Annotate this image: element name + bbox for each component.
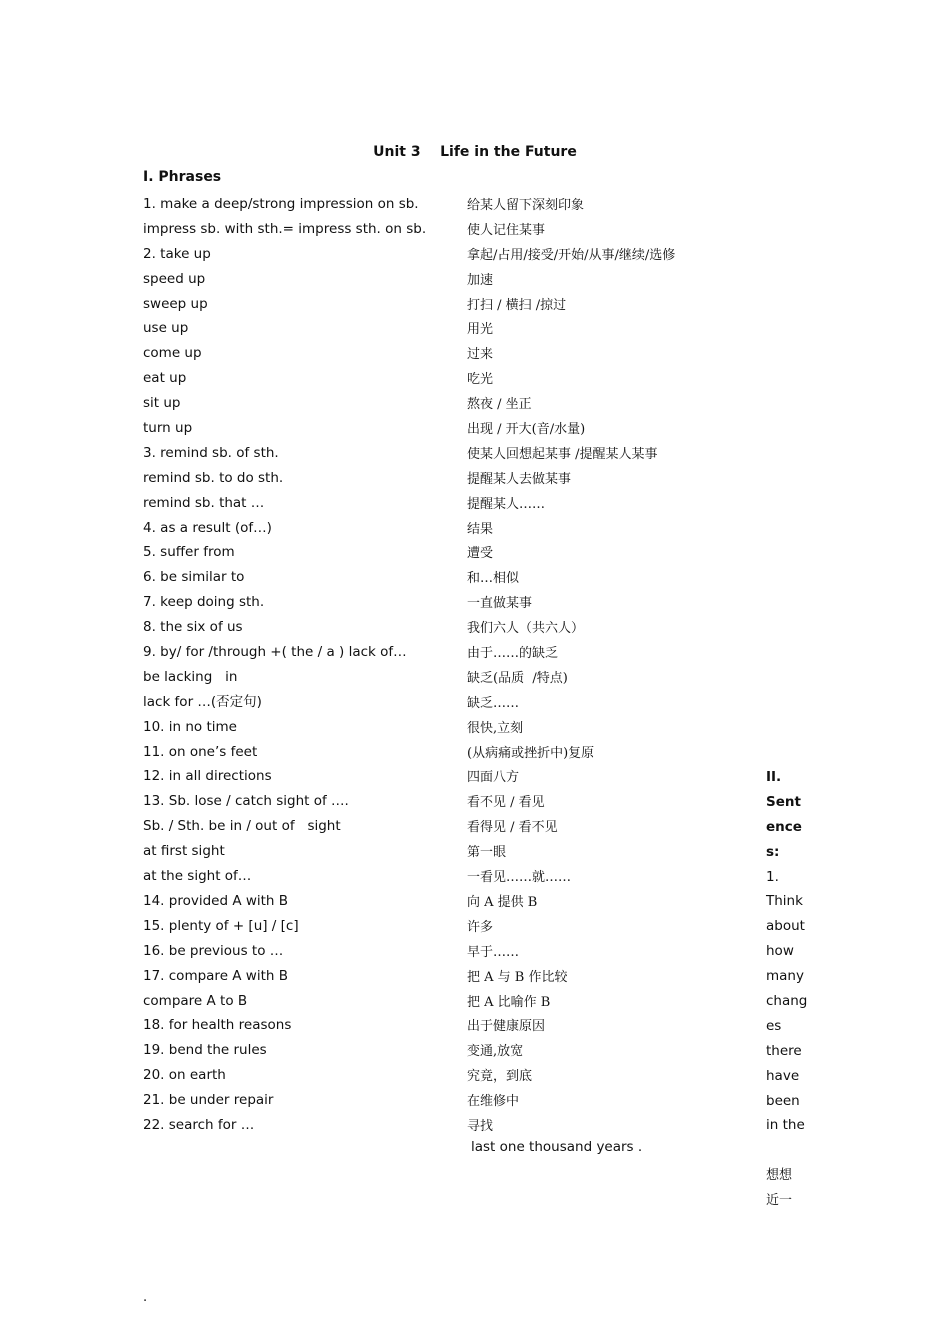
phrase-chinese: 早于…… bbox=[467, 944, 520, 960]
phrase-english: 4. as a result (of…) bbox=[143, 519, 272, 536]
phrase-english: 21. be under repair bbox=[143, 1092, 274, 1109]
phrase-row bbox=[0, 367, 950, 392]
sentence-text-line: been bbox=[766, 1092, 800, 1109]
phrase-chinese: 熬夜 / 坐正 bbox=[467, 397, 532, 413]
phrase-chinese: 给某人留下深刻印象 bbox=[467, 198, 585, 213]
phrase-english: lack for …(否定句) bbox=[143, 693, 262, 710]
phrase-english: speed up bbox=[143, 270, 206, 287]
phrase-row bbox=[0, 243, 950, 268]
phrase-chinese: 四面八方 bbox=[467, 770, 520, 786]
phrase-chinese: 究竟，到底 bbox=[467, 1069, 533, 1085]
phrase-chinese: 由于……的缺乏 bbox=[467, 646, 559, 662]
sentence-text-line: in the bbox=[766, 1117, 805, 1134]
phrase-english: use up bbox=[143, 320, 189, 337]
trailing-text: last one thousand years . bbox=[471, 1139, 643, 1155]
phrase-chinese: 很快,立刻 bbox=[467, 720, 524, 736]
sentences-heading-line: II. bbox=[766, 769, 782, 785]
sentence-text-line: about bbox=[766, 918, 805, 935]
phrase-english: 15. plenty of + [u] / [c] bbox=[143, 917, 299, 934]
phrase-english: 12. in all directions bbox=[143, 768, 272, 785]
sentences-heading-line: Sent bbox=[766, 793, 801, 810]
phrase-english: 2. take up bbox=[143, 245, 211, 262]
phrase-chinese: 和…相似 bbox=[467, 571, 520, 587]
phrase-row bbox=[0, 616, 950, 641]
phrase-row bbox=[0, 566, 950, 591]
sentences-chinese bbox=[766, 1165, 792, 1215]
phrase-english: 6. be similar to bbox=[143, 569, 245, 586]
phrase-chinese: 使人记住某事 bbox=[467, 222, 546, 238]
sentences-column bbox=[766, 766, 826, 1139]
phrase-english: at the sight of… bbox=[143, 868, 252, 885]
phrase-chinese: 看不见 / 看见 bbox=[467, 795, 545, 811]
phrase-row bbox=[0, 293, 950, 318]
phrase-row bbox=[0, 492, 950, 517]
phrase-chinese: 吃光 bbox=[467, 372, 494, 388]
phrase-chinese: 许多 bbox=[467, 919, 494, 935]
section-heading-phrases: I. Phrases bbox=[143, 169, 222, 185]
phrase-chinese: 寻找 bbox=[467, 1118, 494, 1134]
phrase-english: 9. by/ for /through +( the / a ) lack of… bbox=[143, 644, 407, 661]
sentence-text-line: chang bbox=[766, 993, 808, 1010]
phrase-row bbox=[0, 541, 950, 566]
phrase-row bbox=[0, 691, 950, 716]
phrase-english: 3. remind sb. of sth. bbox=[143, 444, 279, 461]
sentence-text-line: there bbox=[766, 1042, 802, 1059]
phrase-english: 22. search for … bbox=[143, 1116, 255, 1133]
phrase-row bbox=[0, 666, 950, 691]
phrase-row bbox=[0, 268, 950, 293]
phrase-chinese: 出于健康原因 bbox=[467, 1019, 546, 1035]
phrase-chinese: 看得见 / 看不见 bbox=[467, 820, 558, 836]
phrase-row bbox=[0, 741, 950, 766]
sentence-text-line: have bbox=[766, 1067, 800, 1084]
phrase-chinese: 用光 bbox=[467, 322, 494, 338]
phrase-english: 19. bend the rules bbox=[143, 1042, 267, 1059]
phrase-chinese: 提醒某人…… bbox=[467, 496, 546, 512]
phrase-chinese: 向 A 提供 B bbox=[467, 894, 538, 910]
page-title: Unit 3 Life in the Future bbox=[373, 144, 577, 160]
phrase-chinese: 变通,放宽 bbox=[467, 1044, 524, 1060]
phrase-chinese: 一直做某事 bbox=[467, 596, 533, 612]
phrase-chinese: 缺乏…… bbox=[467, 695, 520, 711]
phrase-english: remind sb. that … bbox=[143, 494, 265, 511]
phrase-english: Sb. / Sth. be in / out of sight bbox=[143, 818, 341, 835]
sentence-text-line: es bbox=[766, 1017, 782, 1034]
phrase-row bbox=[0, 342, 950, 367]
phrase-chinese: 遭受 bbox=[467, 546, 494, 562]
phrase-row bbox=[0, 193, 950, 218]
phrase-english: 7. keep doing sth. bbox=[143, 594, 265, 611]
phrase-chinese: (从病痛或挫折中)复原 bbox=[467, 745, 595, 761]
phrase-chinese: 把 A 比喻作 B bbox=[467, 994, 551, 1010]
phrase-row bbox=[0, 417, 950, 442]
phrase-row bbox=[0, 641, 950, 666]
phrase-english: compare A to B bbox=[143, 992, 248, 1009]
phrase-chinese: 我们六人（共六人） bbox=[467, 621, 585, 637]
sentences-heading-line: ence bbox=[766, 818, 802, 835]
phrase-english: 5. suffer from bbox=[143, 544, 235, 561]
phrase-row bbox=[0, 392, 950, 417]
phrase-english: sweep up bbox=[143, 295, 208, 312]
phrase-chinese: 在维修中 bbox=[467, 1094, 520, 1110]
phrase-row bbox=[0, 317, 950, 342]
phrase-row bbox=[0, 442, 950, 467]
phrase-chinese: 打扫 / 横扫 /掠过 bbox=[467, 297, 567, 313]
phrase-english: 1. make a deep/strong impression on sb. bbox=[143, 196, 419, 212]
phrase-english: be lacking in bbox=[143, 668, 238, 685]
phrase-english: 11. on one’s feet bbox=[143, 743, 258, 760]
phrase-english: 13. Sb. lose / catch sight of …. bbox=[143, 793, 349, 810]
phrase-english: 16. be previous to … bbox=[143, 942, 284, 959]
phrase-chinese: 把 A 与 B 作比较 bbox=[467, 969, 568, 985]
phrase-row bbox=[0, 517, 950, 542]
sentence-chinese-line: 想想 bbox=[766, 1168, 793, 1183]
phrase-chinese: 第一眼 bbox=[467, 845, 507, 861]
phrase-english: 10. in no time bbox=[143, 718, 237, 735]
sentence-text-line: 1. bbox=[766, 868, 779, 885]
phrase-english: 20. on earth bbox=[143, 1067, 226, 1084]
phrase-row bbox=[0, 467, 950, 492]
phrase-english: 8. the six of us bbox=[143, 619, 243, 636]
sentence-chinese-line: 近一 bbox=[766, 1193, 793, 1208]
phrase-chinese: 加速 bbox=[467, 272, 494, 288]
phrase-english: impress sb. with sth.= impress sth. on sb. bbox=[143, 220, 427, 237]
phrase-chinese: 提醒某人去做某事 bbox=[467, 471, 572, 487]
phrase-chinese: 使某人回想起某事 /提醒某人某事 bbox=[467, 446, 658, 462]
phrase-chinese: 拿起/占用/接受/开始/从事/继续/选修 bbox=[467, 247, 676, 263]
phrase-english: at first sight bbox=[143, 843, 225, 860]
sentences-heading-line: s: bbox=[766, 843, 780, 860]
phrase-chinese: 一看见……就…… bbox=[467, 870, 572, 886]
phrase-english: 14. provided A with B bbox=[143, 892, 289, 909]
phrase-english: 18. for health reasons bbox=[143, 1017, 292, 1034]
phrase-english: 17. compare A with B bbox=[143, 967, 289, 984]
sentence-text-line: how bbox=[766, 943, 794, 960]
phrase-chinese: 过来 bbox=[467, 347, 494, 363]
sentence-text-line: many bbox=[766, 968, 804, 985]
phrase-chinese: 出现 / 开大(音/水量) bbox=[467, 422, 586, 438]
phrase-english: eat up bbox=[143, 370, 187, 387]
phrase-chinese: 结果 bbox=[467, 521, 494, 537]
phrase-english: turn up bbox=[143, 420, 193, 437]
phrase-row bbox=[0, 716, 950, 741]
phrase-english: remind sb. to do sth. bbox=[143, 469, 284, 486]
phrase-chinese: 缺乏(品质 /特点) bbox=[467, 670, 568, 686]
phrase-english: sit up bbox=[143, 395, 181, 412]
sentence-text-line: Think bbox=[766, 893, 803, 910]
phrase-row bbox=[0, 218, 950, 243]
phrase-english: come up bbox=[143, 345, 202, 362]
footer-mark: . bbox=[143, 1290, 148, 1305]
phrase-row bbox=[0, 591, 950, 616]
